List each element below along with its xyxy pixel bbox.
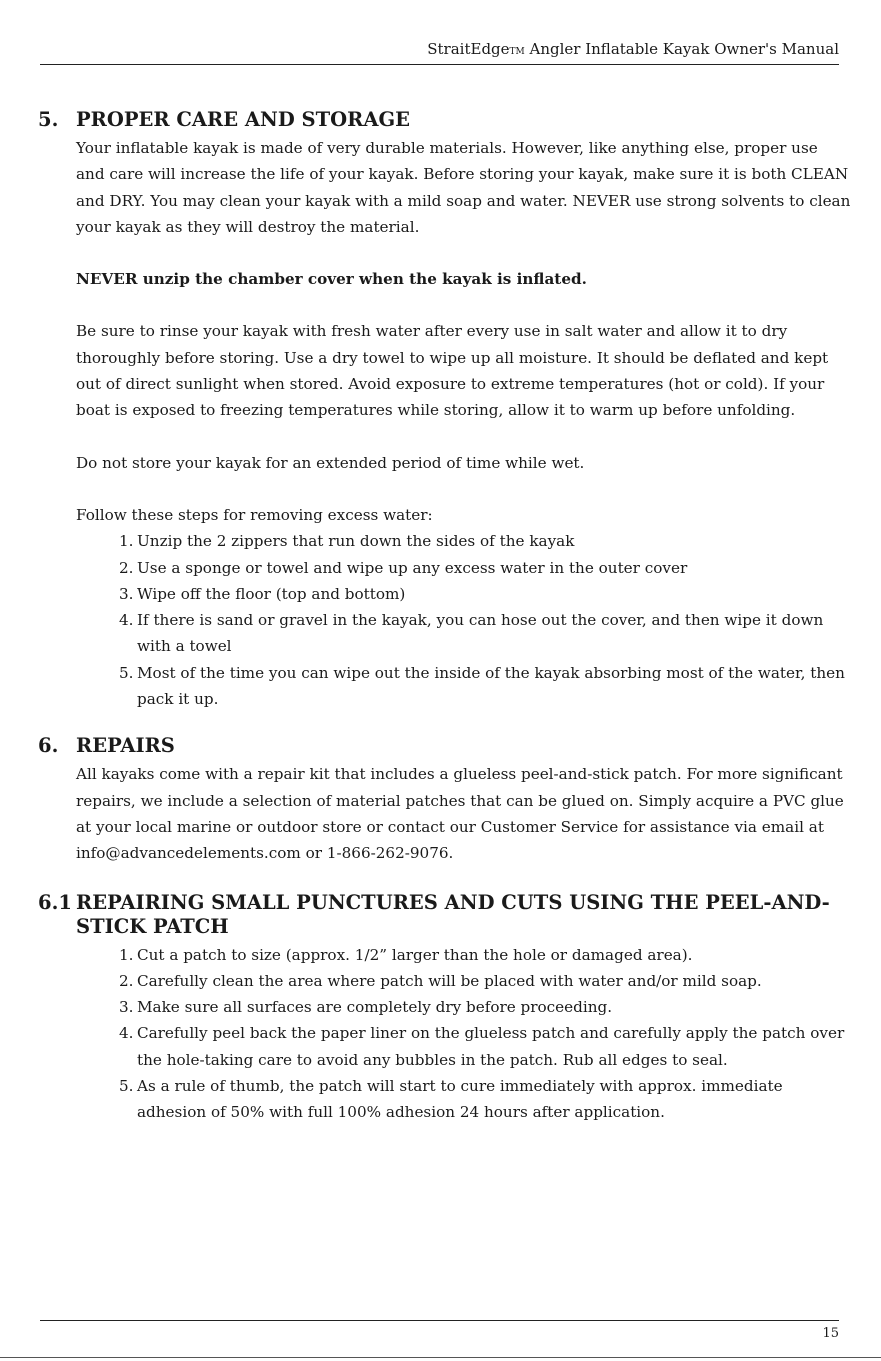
section-title: REPAIRS bbox=[76, 734, 175, 758]
step-number: 3. bbox=[119, 584, 134, 603]
list-item bbox=[0, 994, 881, 1020]
list-item bbox=[0, 607, 881, 660]
header-brand: StraitEdge bbox=[427, 40, 510, 58]
list-item bbox=[0, 968, 881, 994]
step-number: 4. bbox=[119, 1024, 134, 1043]
steps-intro: Follow these steps for removing excess water: bbox=[76, 505, 433, 524]
step-number: 4. bbox=[119, 611, 134, 630]
step-text: Wipe off the floor (top and bottom) bbox=[137, 584, 406, 603]
list-item bbox=[0, 581, 881, 607]
list-item bbox=[0, 555, 881, 581]
wet-storage-note: Do not store your kayak for an extended period of time while wet. bbox=[76, 453, 585, 472]
page-content bbox=[0, 108, 881, 1126]
section-number: 5. bbox=[38, 108, 59, 131]
step-text: Most of the time you can wipe out the inside of the kayak absorbing most of the water, then pack it up. bbox=[137, 663, 845, 709]
header-trademark: TM bbox=[509, 47, 525, 57]
water-removal-steps bbox=[0, 528, 881, 712]
section-number: 6. bbox=[38, 734, 59, 758]
section-number: 6.1 bbox=[38, 890, 72, 914]
list-item bbox=[0, 942, 881, 968]
step-number: 1. bbox=[119, 532, 134, 551]
step-number: 2. bbox=[119, 558, 134, 577]
unzip-warning: NEVER unzip the chamber cover when the kayak is inflated. bbox=[76, 270, 587, 289]
care-paragraph: Your inflatable kayak is made of very durable materials. However, like anything else, proper use and care will increase the life of your kayak. Before storing your kayak, make sure it is both CLEAN and DRY. You may clean your kayak with a mild soap and water. NEVER use strong solvents to clean your kayak as they will destroy the material. bbox=[76, 139, 851, 236]
footer-rule bbox=[40, 1320, 839, 1321]
step-text: As a rule of thumb, the patch will start to cure immediately with approx. immediate adhesion of 50% with full 100% adhesion 24 hours after application. bbox=[137, 1077, 783, 1122]
storage-paragraph: Be sure to rinse your kayak with fresh water after every use in salt water and allow it to dry thoroughly before storing. Use a dry towel to wipe up all moisture. It should be deflated and kept out of direct sunlight when stored. Avoid exposure to extreme temperatures (hot or cold). If your boat is exposed to freezing temperatures while storing, allow it to warm up before unfolding. bbox=[76, 322, 829, 420]
patch-steps bbox=[0, 942, 881, 1126]
section-6-heading bbox=[0, 734, 881, 758]
step-number: 5. bbox=[119, 663, 134, 682]
step-text: Cut a patch to size (approx. 1/2” larger than the hole or damaged area). bbox=[137, 945, 693, 964]
step-number: 2. bbox=[119, 971, 134, 990]
header-title: Angler Inflatable Kayak Owner's Manual bbox=[524, 40, 839, 58]
step-number: 5. bbox=[119, 1077, 134, 1096]
list-item bbox=[0, 528, 881, 554]
step-text: Carefully clean the area where patch will be placed with water and/or mild soap. bbox=[137, 971, 762, 990]
step-number: 3. bbox=[119, 998, 134, 1017]
list-item bbox=[0, 1020, 881, 1073]
step-text: Use a sponge or towel and wipe up any excess water in the outer cover bbox=[137, 558, 688, 577]
step-text: Carefully peel back the paper liner on the glueless patch and carefully apply the patch over the hole-taking care to avoid any bubbles in the patch. Rub all edges to seal. bbox=[137, 1024, 845, 1069]
step-text: Make sure all surfaces are completely dry before proceeding. bbox=[137, 998, 613, 1017]
step-text: If there is sand or gravel in the kayak, you can hose out the cover, and then wipe it down with a towel bbox=[137, 611, 824, 656]
page-number: 15 bbox=[822, 1326, 839, 1341]
list-item bbox=[0, 660, 881, 713]
header-rule bbox=[40, 64, 839, 65]
page-edge bbox=[0, 1357, 881, 1358]
section-6-1-heading bbox=[0, 891, 881, 939]
section-title: REPAIRING SMALL PUNCTURES AND CUTS USING THE PEEL-AND-STICK PATCH bbox=[76, 890, 830, 938]
step-text: Unzip the 2 zippers that run down the sides of the kayak bbox=[137, 532, 575, 551]
running-header bbox=[40, 38, 839, 63]
step-number: 1. bbox=[119, 945, 134, 964]
section-5-heading bbox=[0, 108, 881, 132]
repairs-paragraph: All kayaks come with a repair kit that includes a glueless peel-and-stick patch. For more significant repairs, we include a selection of material patches that can be glued on. Simply acquire a PVC glue at your local marine or outdoor store or contact our Customer Service for assistance via email at info@advancedelements.com or 1-866-262-9076. bbox=[76, 765, 844, 863]
list-item bbox=[0, 1073, 881, 1126]
section-title: PROPER CARE AND STORAGE bbox=[76, 108, 410, 131]
